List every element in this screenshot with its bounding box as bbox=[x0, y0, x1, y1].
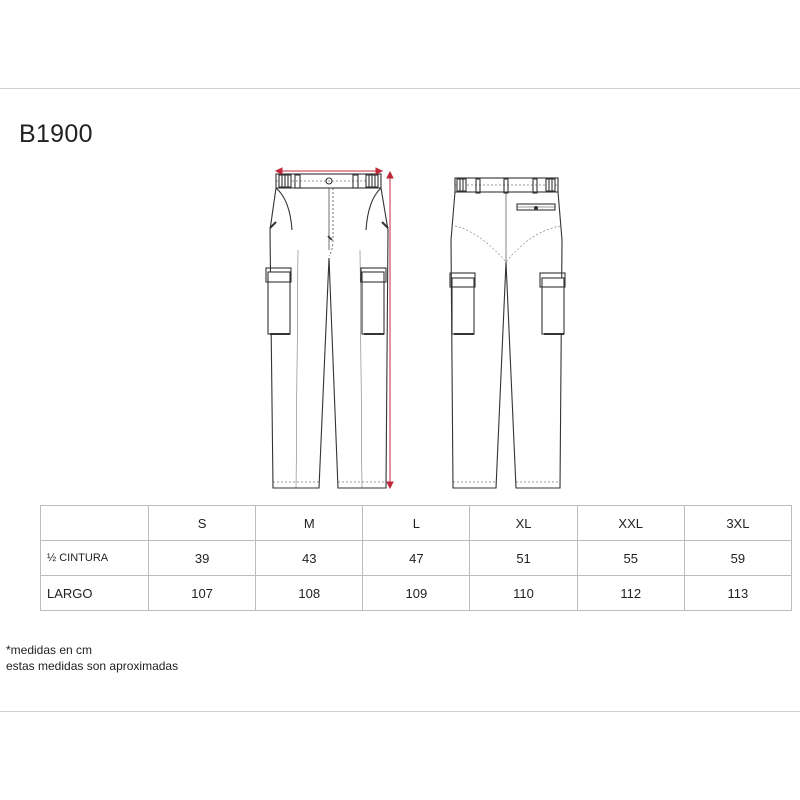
table-header-cell bbox=[41, 506, 149, 541]
note-approximate: estas medidas son aproximadas bbox=[6, 659, 179, 673]
table-cell: 39 bbox=[149, 541, 256, 576]
table-header-cell: S bbox=[149, 506, 256, 541]
table-cell: 59 bbox=[684, 541, 791, 576]
product-code-title: B1900 bbox=[19, 120, 93, 148]
table-cell: 51 bbox=[470, 541, 577, 576]
table-cell: 113 bbox=[684, 576, 791, 611]
back-view-pants bbox=[450, 178, 565, 488]
table-row bbox=[41, 576, 792, 611]
front-view-pants bbox=[266, 174, 388, 488]
table-header-cell: L bbox=[363, 506, 470, 541]
table-cell: 107 bbox=[149, 576, 256, 611]
table-header-cell: 3XL bbox=[684, 506, 791, 541]
note-units: *medidas en cm bbox=[6, 643, 93, 657]
row-label-half-waist: ½ CINTURA bbox=[41, 541, 149, 576]
top-divider bbox=[0, 88, 800, 89]
pants-technical-drawing bbox=[260, 160, 580, 495]
measurement-notes bbox=[6, 642, 178, 674]
table-header-cell: XL bbox=[470, 506, 577, 541]
table-header-cell: M bbox=[256, 506, 363, 541]
table-row bbox=[41, 541, 792, 576]
bottom-divider bbox=[0, 711, 800, 712]
table-header-row bbox=[41, 506, 792, 541]
table-cell: 47 bbox=[363, 541, 470, 576]
table-cell: 109 bbox=[363, 576, 470, 611]
table-header-cell: XXL bbox=[577, 506, 684, 541]
row-label-length: LARGO bbox=[41, 576, 149, 611]
size-chart-table bbox=[40, 505, 792, 611]
table-cell: 108 bbox=[256, 576, 363, 611]
table-cell: 43 bbox=[256, 541, 363, 576]
table-cell: 112 bbox=[577, 576, 684, 611]
table-cell: 110 bbox=[470, 576, 577, 611]
table-cell: 55 bbox=[577, 541, 684, 576]
